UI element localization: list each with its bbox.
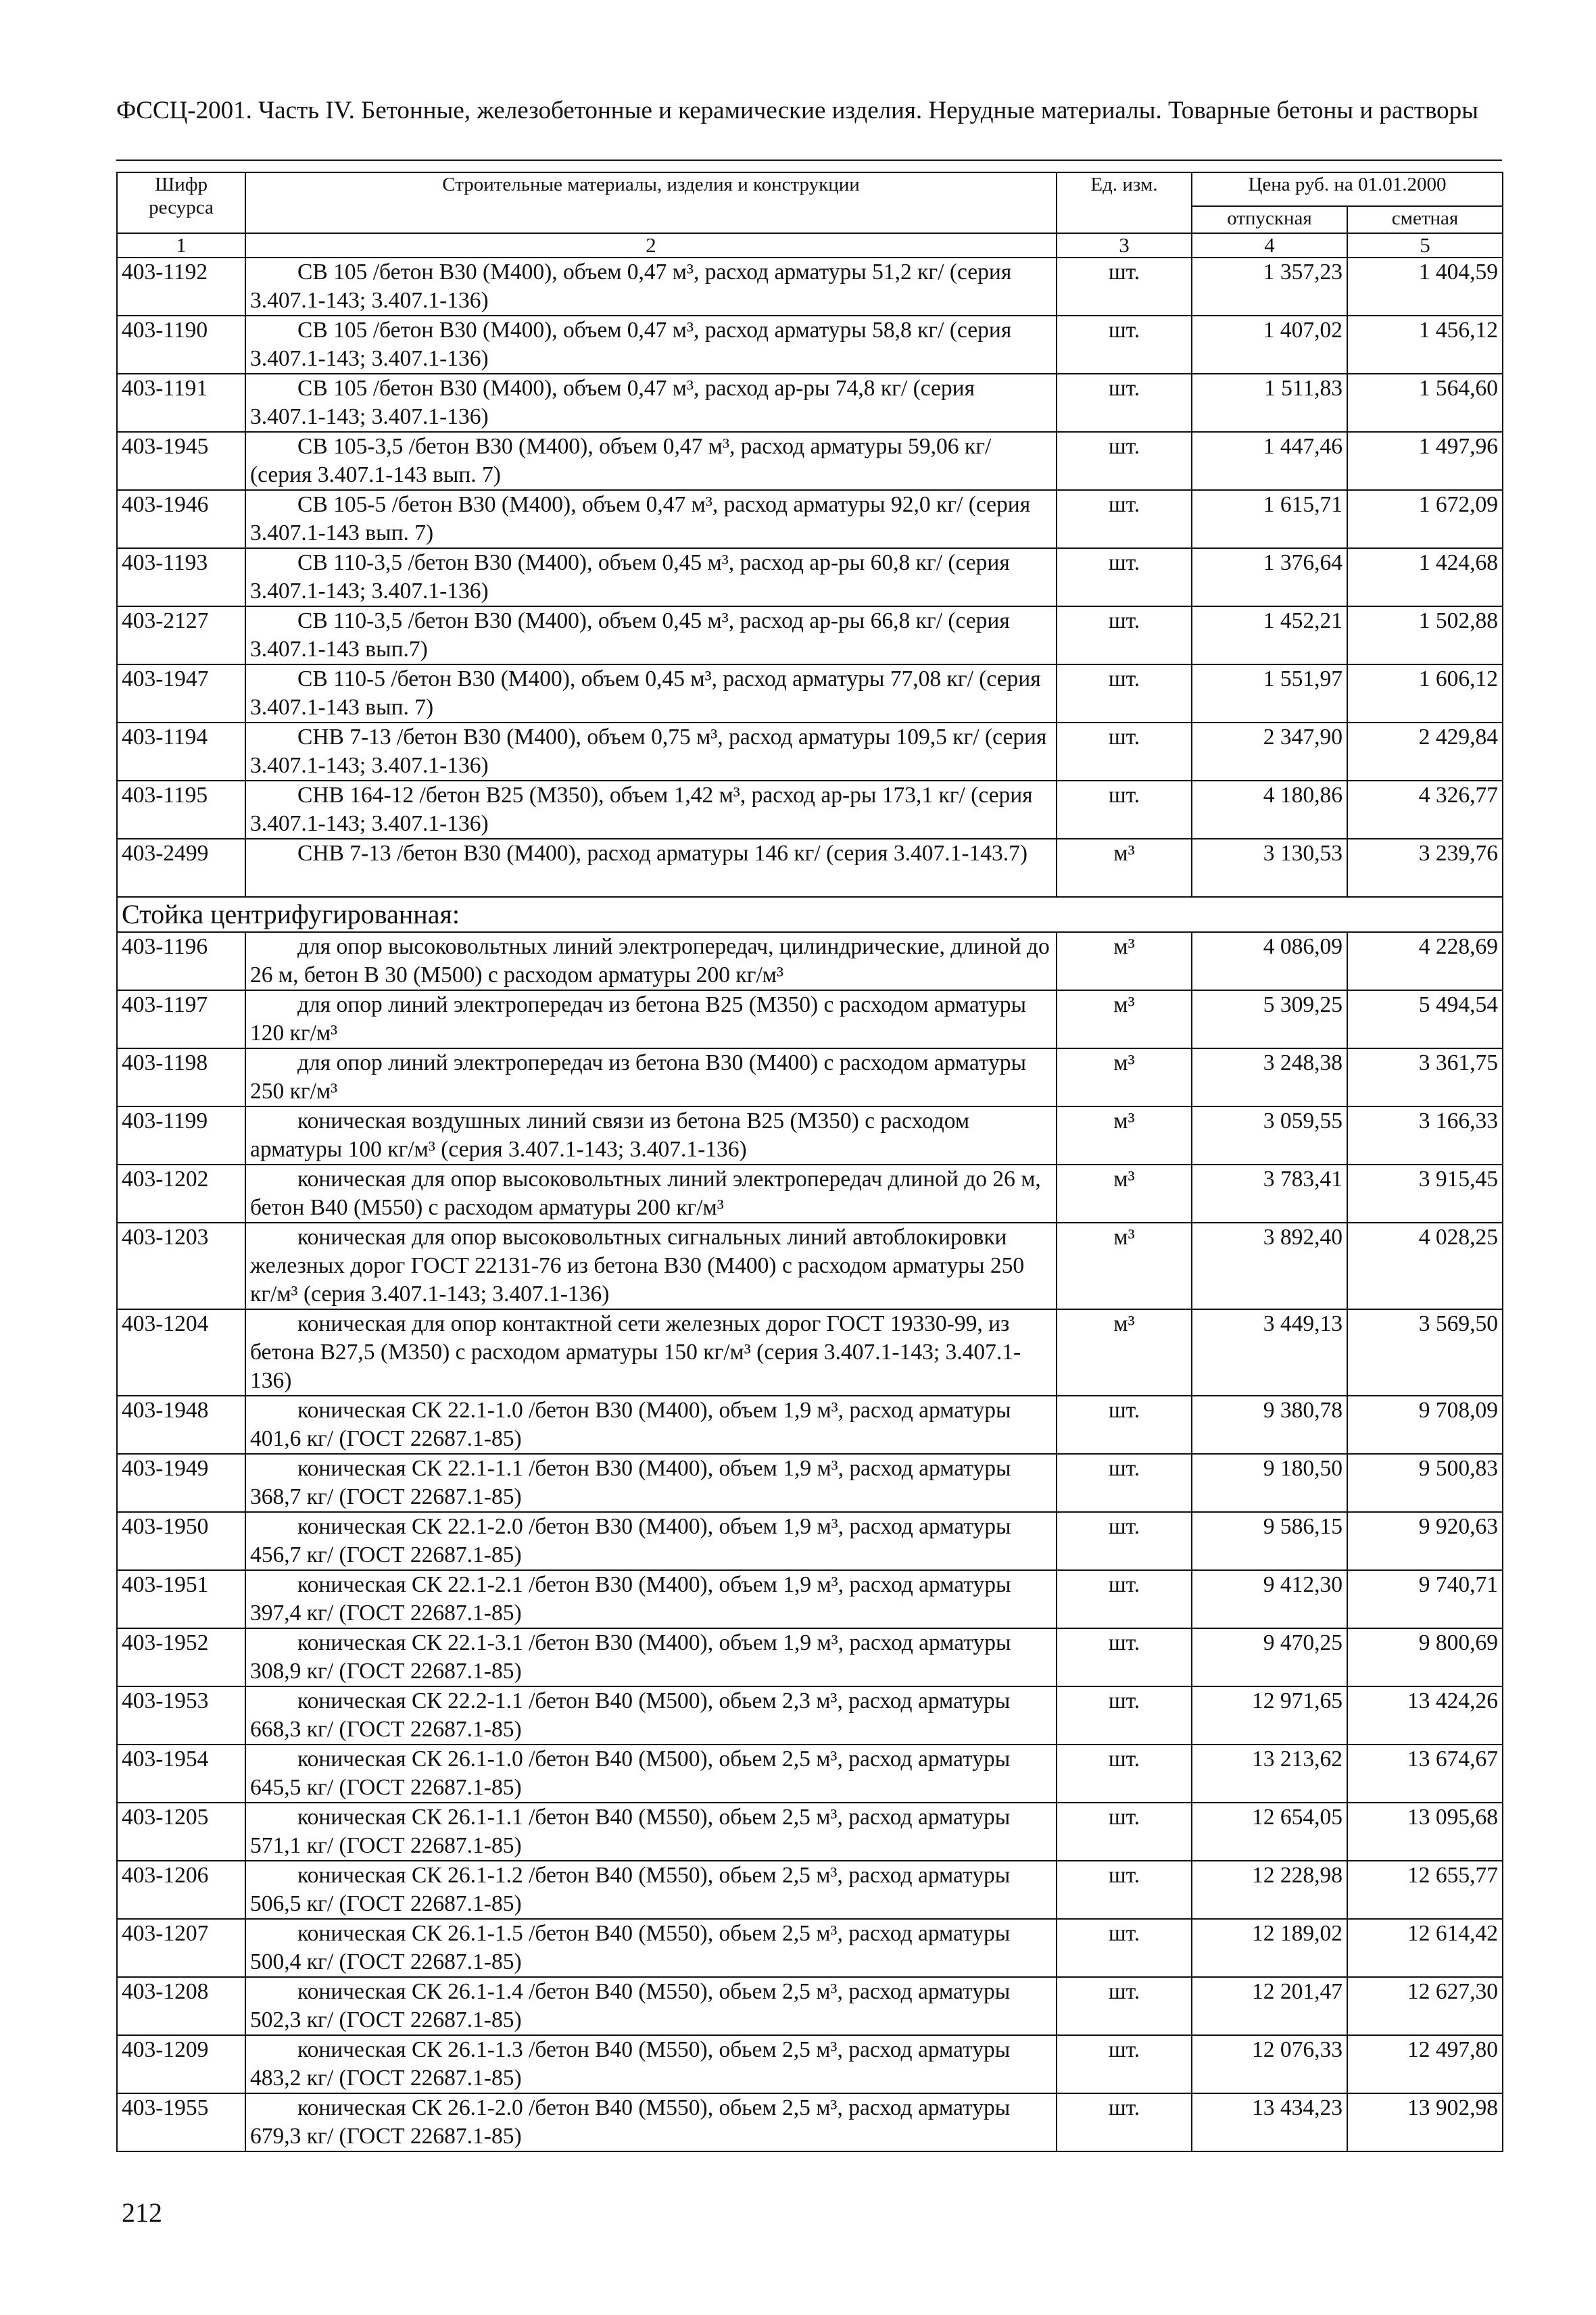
estimate-price: 1 424,68 xyxy=(1347,548,1503,606)
table-row xyxy=(117,606,1503,664)
unit-of-measure: шт. xyxy=(1057,316,1192,374)
item-description: для опор линий электропередач из бетона В25 (М350) с расходом арматуры 120 кг/м³ xyxy=(245,990,1057,1048)
table-row xyxy=(117,932,1503,990)
resource-code: 403-2499 xyxy=(117,839,245,897)
column-header-code: Шифр ресурса xyxy=(117,172,245,233)
table-row xyxy=(117,1223,1503,1309)
release-price: 9 180,50 xyxy=(1192,1454,1347,1512)
estimate-price: 3 915,45 xyxy=(1347,1165,1503,1223)
resource-code: 403-1196 xyxy=(117,932,245,990)
unit-of-measure: шт. xyxy=(1057,606,1192,664)
item-description: для опор линий электропередач из бетона В30 (М400) с расходом арматуры 250 кг/м³ xyxy=(245,1048,1057,1106)
unit-of-measure: шт. xyxy=(1057,1512,1192,1570)
resource-code: 403-1951 xyxy=(117,1570,245,1628)
resource-code: 403-1209 xyxy=(117,2035,245,2093)
estimate-price: 3 166,33 xyxy=(1347,1106,1503,1165)
unit-of-measure: шт. xyxy=(1057,664,1192,723)
item-description: коническая для опор высоковольтных сигнальных линий автоблокировки железных дорог ГОСТ 22131-76 из бетона В30 (М400) с расходом арматуры 250 кг/м³ (серия 3.407.1-143; 3.407.1-136) xyxy=(245,1223,1057,1309)
table-row xyxy=(117,258,1503,316)
table-row xyxy=(117,839,1503,897)
table-row xyxy=(117,723,1503,781)
resource-code: 403-1207 xyxy=(117,1919,245,1977)
table-row xyxy=(117,1309,1503,1396)
release-price: 1 407,02 xyxy=(1192,316,1347,374)
unit-of-measure: шт. xyxy=(1057,374,1192,432)
estimate-price: 4 228,69 xyxy=(1347,932,1503,990)
estimate-price: 13 674,67 xyxy=(1347,1745,1503,1803)
price-table xyxy=(116,172,1503,2152)
release-price: 1 551,97 xyxy=(1192,664,1347,723)
table-row xyxy=(117,1570,1503,1628)
item-description: для опор высоковольтных линий электропередач, цилиндрические, длиной до 26 м, бетон В 30 (М500) с расходом арматуры 200 кг/м³ xyxy=(245,932,1057,990)
item-description: СВ 110-3,5 /бетон В30 (М400), объем 0,45 м³, расход ар-ры 66,8 кг/ (серия 3.407.1-143 вып.7) xyxy=(245,606,1057,664)
unit-of-measure: шт. xyxy=(1057,1454,1192,1512)
table-row xyxy=(117,781,1503,839)
resource-code: 403-2127 xyxy=(117,606,245,664)
section-heading-row xyxy=(117,897,1503,932)
estimate-price: 12 497,80 xyxy=(1347,2035,1503,2093)
resource-code: 403-1953 xyxy=(117,1686,245,1745)
release-price: 1 511,83 xyxy=(1192,374,1347,432)
release-price: 1 615,71 xyxy=(1192,490,1347,548)
section-heading-group xyxy=(117,897,1503,932)
item-description: СНВ 7-13 /бетон В30 (М400), объем 0,75 м³, расход арматуры 109,5 кг/ (серия 3.407.1-143; 3.407.1-136) xyxy=(245,723,1057,781)
estimate-price: 5 494,54 xyxy=(1347,990,1503,1048)
resource-code: 403-1198 xyxy=(117,1048,245,1106)
column-number: 1 xyxy=(117,233,245,258)
resource-code: 403-1190 xyxy=(117,316,245,374)
release-price: 3 059,55 xyxy=(1192,1106,1347,1165)
unit-of-measure: м³ xyxy=(1057,839,1192,897)
table-row xyxy=(117,664,1503,723)
item-description: коническая СК 26.1-2.0 /бетон В40 (М550), обьем 2,5 м³, расход арматуры 679,3 кг/ (ГОСТ 22687.1-85) xyxy=(245,2093,1057,2151)
resource-code: 403-1191 xyxy=(117,374,245,432)
table-body-group xyxy=(117,258,1503,897)
header-rule xyxy=(116,160,1502,161)
release-price: 2 347,90 xyxy=(1192,723,1347,781)
item-description: коническая СК 22.2-1.1 /бетон В40 (М500), обьем 2,3 м³, расход арматуры 668,3 кг/ (ГОСТ 22687.1-85) xyxy=(245,1686,1057,1745)
estimate-price: 9 708,09 xyxy=(1347,1396,1503,1454)
resource-code: 403-1949 xyxy=(117,1454,245,1512)
resource-code: 403-1204 xyxy=(117,1309,245,1396)
item-description: коническая СК 26.1-1.1 /бетон В40 (М550), обьем 2,5 м³, расход арматуры 571,1 кг/ (ГОСТ 22687.1-85) xyxy=(245,1803,1057,1861)
column-header-name: Строительные материалы, изделия и конструкции xyxy=(245,172,1057,233)
unit-of-measure: шт. xyxy=(1057,258,1192,316)
resource-code: 403-1199 xyxy=(117,1106,245,1165)
column-header-release-price: отпускная xyxy=(1192,206,1347,233)
estimate-price: 12 627,30 xyxy=(1347,1977,1503,2035)
item-description: коническая СК 26.1-1.3 /бетон В40 (М550), обьем 2,5 м³, расход арматуры 483,2 кг/ (ГОСТ 22687.1-85) xyxy=(245,2035,1057,2093)
item-description: СВ 105 /бетон В30 (М400), объем 0,47 м³, расход арматуры 58,8 кг/ (серия 3.407.1-143; 3.407.1-136) xyxy=(245,316,1057,374)
resource-code: 403-1945 xyxy=(117,432,245,490)
unit-of-measure: м³ xyxy=(1057,932,1192,990)
estimate-price: 1 497,96 xyxy=(1347,432,1503,490)
unit-of-measure: м³ xyxy=(1057,1309,1192,1396)
estimate-price: 1 456,12 xyxy=(1347,316,1503,374)
resource-code: 403-1955 xyxy=(117,2093,245,2151)
column-header-estimate-price: сметная xyxy=(1347,206,1503,233)
column-numbers-row xyxy=(117,233,1503,258)
item-description: СВ 105-5 /бетон В30 (М400), объем 0,47 м³, расход арматуры 92,0 кг/ (серия 3.407.1-143 вып. 7) xyxy=(245,490,1057,548)
estimate-price: 1 404,59 xyxy=(1347,258,1503,316)
estimate-price: 9 740,71 xyxy=(1347,1570,1503,1628)
estimate-price: 4 326,77 xyxy=(1347,781,1503,839)
item-description: коническая СК 22.1-3.1 /бетон В30 (М400), объем 1,9 м³, расход арматуры 308,9 кг/ (ГОСТ 22687.1-85) xyxy=(245,1628,1057,1686)
estimate-price: 13 902,98 xyxy=(1347,2093,1503,2151)
resource-code: 403-1202 xyxy=(117,1165,245,1223)
estimate-price: 3 239,76 xyxy=(1347,839,1503,897)
release-price: 9 586,15 xyxy=(1192,1512,1347,1570)
estimate-price: 9 800,69 xyxy=(1347,1628,1503,1686)
table-body-group xyxy=(117,1223,1503,1396)
resource-code: 403-1206 xyxy=(117,1861,245,1919)
unit-of-measure: шт. xyxy=(1057,1570,1192,1628)
resource-code: 403-1197 xyxy=(117,990,245,1048)
column-number: 2 xyxy=(245,233,1057,258)
estimate-price: 12 655,77 xyxy=(1347,1861,1503,1919)
estimate-price: 12 614,42 xyxy=(1347,1919,1503,1977)
table-row xyxy=(117,548,1503,606)
resource-code: 403-1950 xyxy=(117,1512,245,1570)
unit-of-measure: шт. xyxy=(1057,2093,1192,2151)
release-price: 3 783,41 xyxy=(1192,1165,1347,1223)
table-row xyxy=(117,1048,1503,1106)
table-row xyxy=(117,316,1503,374)
resource-code: 403-1208 xyxy=(117,1977,245,2035)
item-description: коническая СК 22.1-2.1 /бетон В30 (М400), объем 1,9 м³, расход арматуры 397,4 кг/ (ГОСТ 22687.1-85) xyxy=(245,1570,1057,1628)
table-row xyxy=(117,374,1503,432)
release-price: 3 892,40 xyxy=(1192,1223,1347,1309)
column-header-unit: Ед. изм. xyxy=(1057,172,1192,233)
table-row xyxy=(117,1454,1503,1512)
table-body-group xyxy=(117,1396,1503,2151)
column-header-price-group: Цена руб. на 01.01.2000 xyxy=(1192,172,1503,206)
item-description: коническая СК 26.1-1.4 /бетон В40 (М550), обьем 2,5 м³, расход арматуры 502,3 кг/ (ГОСТ 22687.1-85) xyxy=(245,1977,1057,2035)
resource-code: 403-1952 xyxy=(117,1628,245,1686)
resource-code: 403-1193 xyxy=(117,548,245,606)
unit-of-measure: шт. xyxy=(1057,2035,1192,2093)
release-price: 3 449,13 xyxy=(1192,1309,1347,1396)
estimate-price: 13 095,68 xyxy=(1347,1803,1503,1861)
table-row xyxy=(117,1628,1503,1686)
estimate-price: 1 606,12 xyxy=(1347,664,1503,723)
resource-code: 403-1946 xyxy=(117,490,245,548)
estimate-price: 1 672,09 xyxy=(1347,490,1503,548)
estimate-price: 4 028,25 xyxy=(1347,1223,1503,1309)
unit-of-measure: м³ xyxy=(1057,1165,1192,1223)
release-price: 9 412,30 xyxy=(1192,1570,1347,1628)
unit-of-measure: шт. xyxy=(1057,1861,1192,1919)
item-description: коническая СК 26.1-1.5 /бетон В40 (М550), обьем 2,5 м³, расход арматуры 500,4 кг/ (ГОСТ 22687.1-85) xyxy=(245,1919,1057,1977)
resource-code: 403-1195 xyxy=(117,781,245,839)
item-description: коническая для опор высоковольтных линий электропередач длиной до 26 м, бетон В40 (М550) с расходом арматуры 200 кг/м³ xyxy=(245,1165,1057,1223)
column-number: 4 xyxy=(1192,233,1347,258)
table-row xyxy=(117,1165,1503,1223)
item-description: СВ 105-3,5 /бетон В30 (М400), объем 0,47 м³, расход арматуры 59,06 кг/ (серия 3.407.1-143 вып. 7) xyxy=(245,432,1057,490)
release-price: 12 228,98 xyxy=(1192,1861,1347,1919)
unit-of-measure: шт. xyxy=(1057,1977,1192,2035)
release-price: 4 086,09 xyxy=(1192,932,1347,990)
unit-of-measure: шт. xyxy=(1057,1919,1192,1977)
item-description: СВ 110-3,5 /бетон В30 (М400), объем 0,45 м³, расход ар-ры 60,8 кг/ (серия 3.407.1-143; 3.407.1-136) xyxy=(245,548,1057,606)
estimate-price: 9 920,63 xyxy=(1347,1512,1503,1570)
unit-of-measure: м³ xyxy=(1057,990,1192,1048)
unit-of-measure: шт. xyxy=(1057,723,1192,781)
estimate-price: 1 564,60 xyxy=(1347,374,1503,432)
table-row xyxy=(117,432,1503,490)
item-description: коническая для опор контактной сети железных дорог ГОСТ 19330-99, из бетона В27,5 (М350) с расходом арматуры 150 кг/м³ (серия 3.407.1-143; 3.407.1-136) xyxy=(245,1309,1057,1396)
release-price: 3 248,38 xyxy=(1192,1048,1347,1106)
resource-code: 403-1194 xyxy=(117,723,245,781)
item-description: коническая СК 26.1-1.0 /бетон В40 (М500), обьем 2,5 м³, расход арматуры 645,5 кг/ (ГОСТ 22687.1-85) xyxy=(245,1745,1057,1803)
unit-of-measure: шт. xyxy=(1057,1745,1192,1803)
item-description: СНВ 7-13 /бетон В30 (М400), расход арматуры 146 кг/ (серия 3.407.1-143.7) xyxy=(245,839,1057,897)
column-number: 3 xyxy=(1057,233,1192,258)
item-description: коническая СК 22.1-1.1 /бетон В30 (М400), объем 1,9 м³, расход арматуры 368,7 кг/ (ГОСТ 22687.1-85) xyxy=(245,1454,1057,1512)
table-row xyxy=(117,1512,1503,1570)
table-body-group xyxy=(117,932,1503,1223)
unit-of-measure: шт. xyxy=(1057,490,1192,548)
estimate-price: 9 500,83 xyxy=(1347,1454,1503,1512)
release-price: 1 376,64 xyxy=(1192,548,1347,606)
unit-of-measure: шт. xyxy=(1057,1686,1192,1745)
unit-of-measure: шт. xyxy=(1057,1803,1192,1861)
resource-code: 403-1947 xyxy=(117,664,245,723)
item-description: коническая СК 26.1-1.2 /бетон В40 (М550), обьем 2,5 м³, расход арматуры 506,5 кг/ (ГОСТ 22687.1-85) xyxy=(245,1861,1057,1919)
release-price: 13 213,62 xyxy=(1192,1745,1347,1803)
unit-of-measure: м³ xyxy=(1057,1048,1192,1106)
table-row xyxy=(117,1861,1503,1919)
estimate-price: 3 361,75 xyxy=(1347,1048,1503,1106)
table-row xyxy=(117,2035,1503,2093)
release-price: 12 189,02 xyxy=(1192,1919,1347,1977)
table-row xyxy=(117,1803,1503,1861)
release-price: 12 654,05 xyxy=(1192,1803,1347,1861)
unit-of-measure: шт. xyxy=(1057,432,1192,490)
resource-code: 403-1203 xyxy=(117,1223,245,1309)
estimate-price: 3 569,50 xyxy=(1347,1309,1503,1396)
estimate-price: 2 429,84 xyxy=(1347,723,1503,781)
release-price: 4 180,86 xyxy=(1192,781,1347,839)
item-description: коническая воздушных линий связи из бетона В25 (М350) с расходом арматуры 100 кг/м³ (серия 3.407.1-143; 3.407.1-136) xyxy=(245,1106,1057,1165)
estimate-price: 1 502,88 xyxy=(1347,606,1503,664)
unit-of-measure: шт. xyxy=(1057,781,1192,839)
item-description: СНВ 164-12 /бетон В25 (М350), объем 1,42 м³, расход ар-ры 173,1 кг/ (серия 3.407.1-143; 3.407.1-136) xyxy=(245,781,1057,839)
resource-code: 403-1954 xyxy=(117,1745,245,1803)
release-price: 1 452,21 xyxy=(1192,606,1347,664)
unit-of-measure: м³ xyxy=(1057,1223,1192,1309)
table-row xyxy=(117,2093,1503,2151)
table-row xyxy=(117,1686,1503,1745)
item-description: коническая СК 22.1-1.0 /бетон В30 (М400), объем 1,9 м³, расход арматуры 401,6 кг/ (ГОСТ 22687.1-85) xyxy=(245,1396,1057,1454)
table-row xyxy=(117,1977,1503,2035)
table-row xyxy=(117,1106,1503,1165)
release-price: 12 076,33 xyxy=(1192,2035,1347,2093)
section-title: Стойка центрифугированная: xyxy=(117,897,1503,932)
release-price: 13 434,23 xyxy=(1192,2093,1347,2151)
unit-of-measure: шт. xyxy=(1057,1628,1192,1686)
unit-of-measure: шт. xyxy=(1057,548,1192,606)
release-price: 1 447,46 xyxy=(1192,432,1347,490)
resource-code: 403-1192 xyxy=(117,258,245,316)
resource-code: 403-1205 xyxy=(117,1803,245,1861)
table-row xyxy=(117,1919,1503,1977)
table-head xyxy=(117,172,1503,258)
page-number: 212 xyxy=(122,2197,162,2228)
release-price: 3 130,53 xyxy=(1192,839,1347,897)
table-row xyxy=(117,490,1503,548)
unit-of-measure: м³ xyxy=(1057,1106,1192,1165)
resource-code: 403-1948 xyxy=(117,1396,245,1454)
item-description: СВ 110-5 /бетон В30 (М400), объем 0,45 м³, расход арматуры 77,08 кг/ (серия 3.407.1-143 вып. 7) xyxy=(245,664,1057,723)
table-row xyxy=(117,990,1503,1048)
release-price: 5 309,25 xyxy=(1192,990,1347,1048)
release-price: 12 971,65 xyxy=(1192,1686,1347,1745)
page-header-title: ФССЦ-2001. Часть IV. Бетонные, железобетонные и керамические изделия. Нерудные материалы. Товарные бетоны и растворы xyxy=(116,97,1479,124)
estimate-price: 13 424,26 xyxy=(1347,1686,1503,1745)
item-description: коническая СК 22.1-2.0 /бетон В30 (М400), объем 1,9 м³, расход арматуры 456,7 кг/ (ГОСТ 22687.1-85) xyxy=(245,1512,1057,1570)
release-price: 9 380,78 xyxy=(1192,1396,1347,1454)
item-description: СВ 105 /бетон В30 (М400), объем 0,47 м³, расход ар-ры 74,8 кг/ (серия 3.407.1-143; 3.407.1-136) xyxy=(245,374,1057,432)
release-price: 1 357,23 xyxy=(1192,258,1347,316)
table-row xyxy=(117,1745,1503,1803)
table-row xyxy=(117,1396,1503,1454)
release-price: 9 470,25 xyxy=(1192,1628,1347,1686)
item-description: СВ 105 /бетон В30 (М400), объем 0,47 м³, расход арматуры 51,2 кг/ (серия 3.407.1-143; 3.407.1-136) xyxy=(245,258,1057,316)
release-price: 12 201,47 xyxy=(1192,1977,1347,2035)
unit-of-measure: шт. xyxy=(1057,1396,1192,1454)
column-number: 5 xyxy=(1347,233,1503,258)
